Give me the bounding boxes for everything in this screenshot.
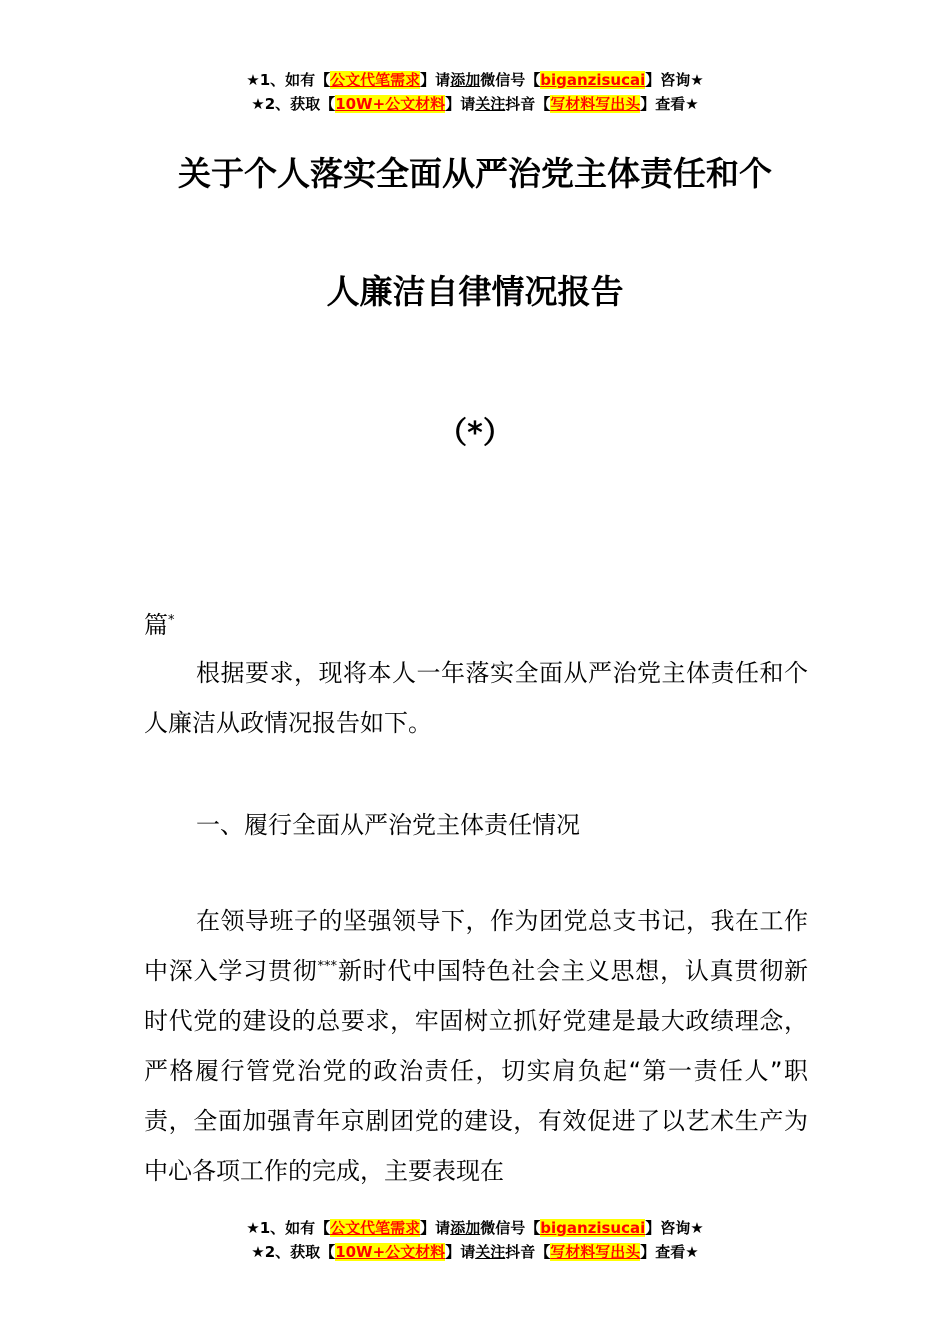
banner-line-2-suffix: 】查看★ <box>640 95 699 113</box>
banner-line-2 <box>0 92 950 116</box>
banner-line-1-highlight-service: 公文代笔需求 <box>330 71 421 89</box>
section-label-mark: * <box>168 613 175 628</box>
section-label-text: 篇 <box>144 611 168 639</box>
bottom-banner-line-2-underlined: 关注 <box>475 1243 506 1261</box>
document-title-line-2: 人廉洁自律情况报告 <box>326 272 624 311</box>
paragraph-body <box>144 896 808 1196</box>
bottom-banner-line-2-highlight-douyin: 写材料写出头 <box>550 1243 641 1261</box>
banner-line-1-underlined: 添加 <box>450 71 481 89</box>
banner-line-2-highlight-materials: 10W+公文材料 <box>335 95 446 113</box>
bottom-banner-line-1-suffix: 】咨询★ <box>645 1219 704 1237</box>
bottom-banner-line-2-middle: 】请 <box>445 1243 476 1261</box>
banner-line-2-middle-2: 抖音【 <box>505 95 551 113</box>
section-label <box>144 600 808 650</box>
paragraph-body-mark: *** <box>317 959 338 974</box>
banner-line-1-prefix: ★1、如有【 <box>246 71 331 89</box>
banner-line-1-suffix: 】咨询★ <box>645 71 704 89</box>
banner-line-2-prefix: ★2、获取【 <box>251 95 336 113</box>
paragraph-body-part-1: 在领导班子的坚强领导下，作为团党总支书记，我在工作中深入学习贯彻 <box>144 907 808 985</box>
paragraph-body-part-2: 新时代中国特色社会主义思想，认真贯彻新时代党的建设的总要求，牢固树立抓好党建是最大政绩理念，严格履行管党治党的政治责任，切实肩负起“第一责任人”职责，全面加强青年京剧团党的建设，有效促进了以艺术生产为中心各项工作的完成，主要表现在 <box>144 957 809 1185</box>
section-heading-1: 一、履行全面从严治党主体责任情况 <box>196 811 580 839</box>
banner-line-1-middle-2: 微信号【 <box>480 71 541 89</box>
banner-line-2-middle: 】请 <box>445 95 476 113</box>
banner-line-2-underlined: 关注 <box>475 95 506 113</box>
bottom-banner-line-2-middle-2: 抖音【 <box>505 1243 551 1261</box>
paragraph-intro: 根据要求，现将本人一年落实全面从严治党主体责任和个人廉洁从政情况报告如下。 <box>144 659 808 737</box>
bottom-banner-line-2-suffix: 】查看★ <box>640 1243 699 1261</box>
bottom-banner <box>0 1216 950 1264</box>
document-subtitle: （*） <box>437 416 513 451</box>
bottom-banner-line-2-highlight-materials: 10W+公文材料 <box>335 1243 446 1261</box>
bottom-banner-line-1-highlight-wechat: biganzisucai <box>540 1219 646 1237</box>
bottom-banner-line-2 <box>0 1240 950 1264</box>
banner-line-1 <box>0 68 950 92</box>
bottom-banner-line-1-underlined: 添加 <box>450 1219 481 1237</box>
bottom-banner-line-1-prefix: ★1、如有【 <box>246 1219 331 1237</box>
bottom-banner-line-2-prefix: ★2、获取【 <box>251 1243 336 1261</box>
bottom-banner-line-1-middle: 】请 <box>420 1219 451 1237</box>
banner-line-1-middle: 】请 <box>420 71 451 89</box>
banner-line-1-highlight-wechat: biganzisucai <box>540 71 646 89</box>
top-banner <box>0 68 950 116</box>
bottom-banner-line-1 <box>0 1216 950 1240</box>
bottom-banner-line-1-highlight-service: 公文代笔需求 <box>330 1219 421 1237</box>
banner-line-2-highlight-douyin: 写材料写出头 <box>550 95 641 113</box>
bottom-banner-line-1-middle-2: 微信号【 <box>480 1219 541 1237</box>
document-title-line-1: 关于个人落实全面从严治党主体责任和个 <box>178 154 772 193</box>
